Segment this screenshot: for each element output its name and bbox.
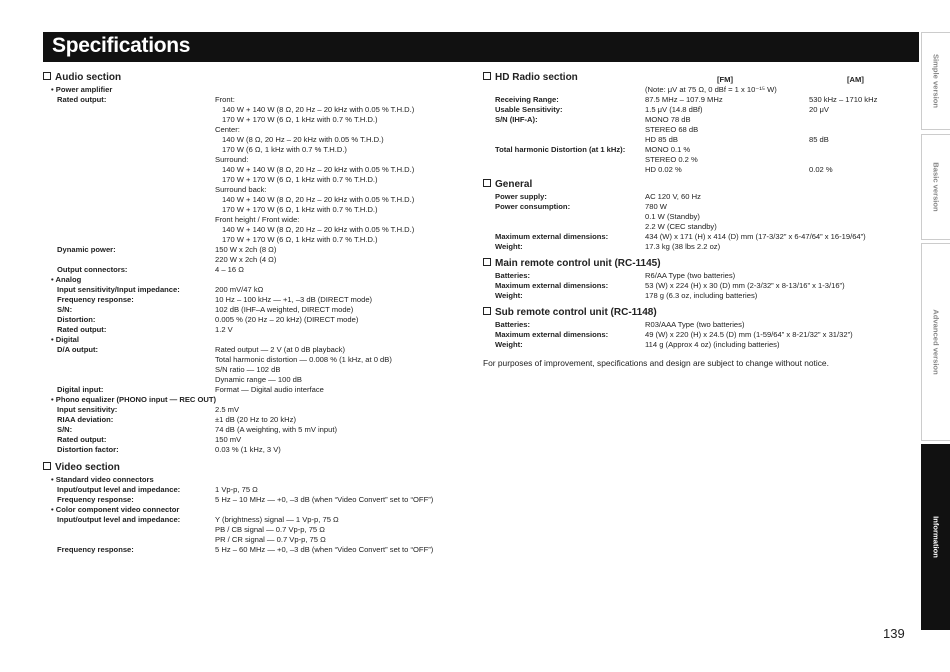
spec-row-component-level: Input/output level and impedance: Y (brightness) signal — 1 Vp-p, 75 Ω PB / CB signal — 0.7 Vp-p, 75 Ω PR / CR signal — 0.7 Vp-p, 75 Ω [57,515,339,544]
spec-row-sn-cont: STEREO 68 dB [645,125,699,134]
spec-row: Frequency response: 5 Hz – 10 MHz — +0, –3 dB (when “Video Convert” set to “OFF”) [57,495,434,504]
spec-row-rated-output: Rated output: Front: 140 W + 140 W (8 Ω, 20 Hz – 20 kHz with 0.05 % T.H.D.) 170 W + 170 W (6 Ω, 1 kHz with 0.7 % T.H.D.) Center: 140 W (8 Ω, 20 Hz – 20 kHz with 0.05 % T.H.D.) 170 W (6 Ω, 1 kHz with 0.7 % T.H.D.) Surround: 140 W + 140 W (8 Ω, 20 Hz – 20 kHz with 0.05 % T.H.D.) 170 W + 170 W (6 Ω, 1 kHz with 0.7 % T.H.D.) Surround back: 140 W + 140 W (8 Ω, 20 Hz – 20 kHz with 0.05 % T.H.D.) 170 W + 170 W (6 Ω, 1 kHz with 0.7 % T.H.D.) Front height / Front wide: 140 W + 140 W (8 Ω, 20 Hz – 20 kHz with 0.05 % T.H.D.) 170 W + 170 W (6 Ω, 1 kHz with 0.7 % T.H.D.) [57,95,415,244]
spec-row-dynamic-power: Dynamic power: 150 W x 2ch (8 Ω) 220 W x 2ch (4 Ω) [57,245,277,264]
spec-row: Weight: 114 g (Approx 4 oz) (including batteries) [495,340,780,349]
spec-row: Batteries: R03/AAA Type (two batteries) [495,320,745,329]
spec-row: Maximum external dimensions: 434 (W) x 171 (H) x 414 (D) mm (17-3/32” x 6-47/64” x 16-19/64”) [495,232,866,241]
spec-row: Rated output: 1.2 V [57,325,233,334]
spec-row-receiving-range: Receiving Range: 87.5 MHz – 107.9 MHz 530 kHz – 1710 kHz [495,95,878,104]
spec-row-output-connectors: Output connectors: 4 – 16 Ω [57,265,244,274]
page-number: 139 [883,626,905,641]
spec-row: S/N: 74 dB (A weighting, with 5 mV input) [57,425,337,434]
spec-row: Batteries: R6/AA Type (two batteries) [495,271,736,280]
spec-row: Frequency response: 10 Hz – 100 kHz — +1, –3 dB (DIRECT mode) [57,295,373,304]
phono-heading: • Phono equalizer (PHONO input — REC OUT) [51,395,217,404]
spec-row-da-output: D/A output: Rated output — 2 V (at 0 dB playback) Total harmonic distortion — 0.008 % (1 kHz, at 0 dB) S/N ratio — 102 dB Dynamic range — 100 dB [57,345,392,384]
digital-heading: • Digital [51,335,79,344]
hd-radio-section-heading: HD Radio section [FM] [AM] [483,71,893,85]
checkbox-icon [43,72,51,80]
title-bar [43,32,919,62]
video-section-heading: Video section [43,461,463,475]
spec-row: Input sensitivity/Input impedance: 200 mV/47 kΩ [57,285,264,294]
hd-note: (Note: μV at 75 Ω, 0 dBf = 1 x 10⁻¹⁵ W) [645,85,777,94]
fm-column-header: [FM] [717,75,734,84]
spec-row: Power supply: AC 120 V, 60 Hz [495,192,701,201]
spec-row: Input/output level and impedance: 1 Vp-p, 75 Ω [57,485,258,494]
spec-row-thd-cont: HD 0.02 % 0.02 % [645,165,833,174]
right-column [483,70,893,368]
improvement-notice: For purposes of improvement, specifications and design are subject to change without notice. [483,358,829,368]
sub-remote-section-heading: Sub remote control unit (RC-1148) [483,306,893,320]
tab-basic-version[interactable]: Basic version [921,134,950,240]
spec-row-thd: Total harmonic Distortion (at 1 kHz): MONO 0.1 % [495,145,691,154]
standard-video-heading: • Standard video connectors [51,475,154,484]
tab-simple-version[interactable]: Simple version [921,32,950,130]
spec-row-sn-cont: HD 85 dB 85 dB [645,135,829,144]
spec-row: RIAA deviation: ±1 dB (20 Hz to 20 kHz) [57,415,296,424]
spec-row-sn: S/N (IHF-A): MONO 78 dB [495,115,691,124]
page-title: Specifications [52,34,191,57]
spec-row: Input sensitivity: 2.5 mV [57,405,240,414]
tab-advanced-version[interactable]: Advanced version [921,243,950,441]
spec-row: Weight: 17.3 kg (38 lbs 2.2 oz) [495,242,721,251]
spec-row: S/N: 102 dB (IHF–A weighted, DIRECT mode) [57,305,354,314]
audio-section-heading: Audio section [43,71,463,85]
checkbox-icon [483,179,491,187]
am-column-header: [AM] [847,75,864,84]
main-remote-section-heading: Main remote control unit (RC-1145) [483,257,893,271]
tab-information[interactable]: Information [921,444,950,630]
general-section-heading: General [483,178,893,192]
spec-row: Maximum external dimensions: 49 (W) x 220 (H) x 24.5 (D) mm (1-59/64” x 8-21/32” x 31/32”) [495,330,853,339]
checkbox-icon [43,462,51,470]
spec-row-power-consumption: Power consumption: 780 W 0.1 W (Standby) 2.2 W (CEC standby) [495,202,717,231]
checkbox-icon [483,258,491,266]
spec-row: Maximum external dimensions: 53 (W) x 224 (H) x 30 (D) mm (2-3/32” x 8-13/16” x 1-3/16”) [495,281,845,290]
rated-output-values: Front: 140 W + 140 W (8 Ω, 20 Hz – 20 kHz with 0.05 % T.H.D.) 170 W + 170 W (6 Ω, 1 kHz with 0.7 % T.H.D.) Center: 140 W (8 Ω, 20 Hz – 20 kHz with 0.05 % T.H.D.) 170 W (6 Ω, 1 kHz with 0.7 % T.H.D.) Surround: 140 W + 140 W (8 Ω, 20 Hz – 20 kHz with 0.05 % T.H.D.) 170 W + 170 W (6 Ω, 1 kHz with 0.7 % T.H.D.) Surround back: 140 W + 140 W (8 Ω, 20 Hz – 20 kHz with 0.05 % T.H.D.) 170 W + 170 W (6 Ω, 1 kHz with 0.7 % T.H.D.) Front height / Front wide: 140 W + 140 W (8 Ω, 20 Hz – 20 kHz with 0.05 % T.H.D.) 170 W + 170 W (6 Ω, 1 kHz with 0.7 % T.H.D.) [215,95,415,244]
left-column [43,70,463,555]
component-video-heading: • Color component video connector [51,505,180,514]
checkbox-icon [483,72,491,80]
spec-row: Distortion: 0.005 % (20 Hz – 20 kHz) (DIRECT mode) [57,315,359,324]
spec-row: Distortion factor: 0.03 % (1 kHz, 3 V) [57,445,281,454]
spec-row-thd-cont: STEREO 0.2 % [645,155,698,164]
spec-row-usable-sensitivity: Usable Sensitivity: 1.5 μV (14.8 dBf) 20 μV [495,105,829,114]
power-amplifier-heading: • Power amplifier [51,85,113,94]
spec-row: Weight: 178 g (6.3 oz, including batteries) [495,291,758,300]
checkbox-icon [483,307,491,315]
analog-heading: • Analog [51,275,82,284]
spec-row: Frequency response: 5 Hz – 60 MHz — +0, –3 dB (when “Video Convert” set to “OFF”) [57,545,434,554]
spec-row: Rated output: 150 mV [57,435,242,444]
spec-row-digital-input: Digital input: Format — Digital audio interface [57,385,324,394]
